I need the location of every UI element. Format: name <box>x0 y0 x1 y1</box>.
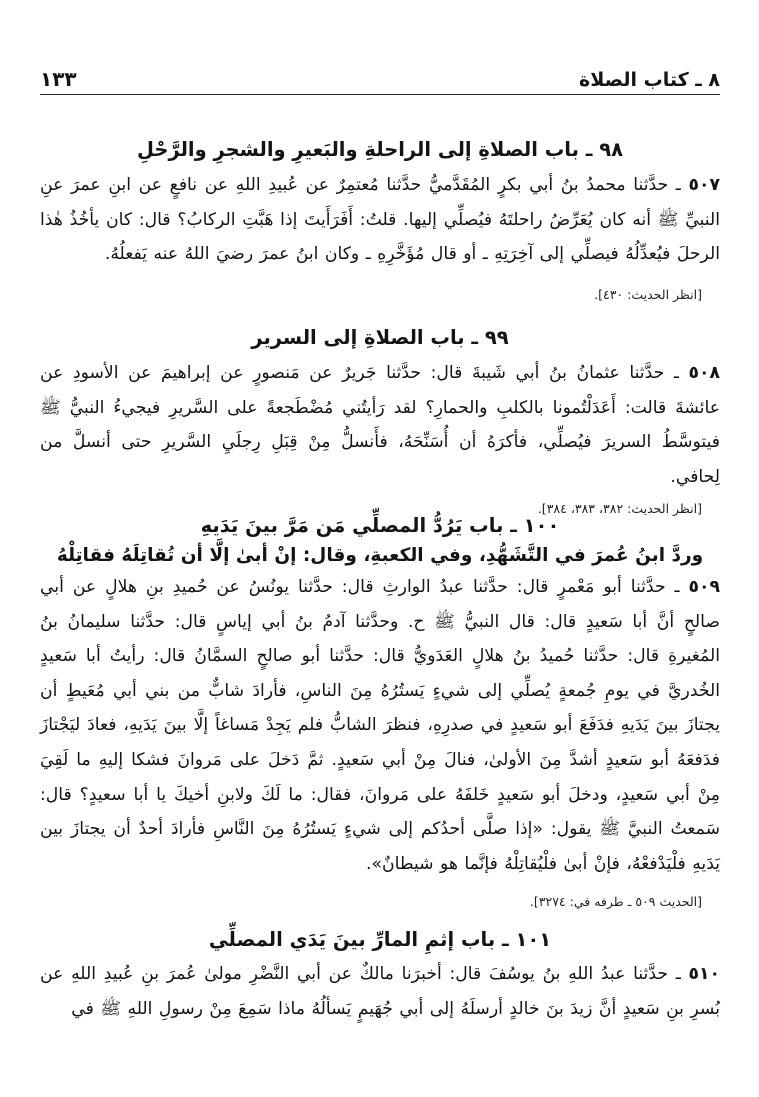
section-heading: ١٠١ ـ باب إثمِ المارِّ بينَ يَدَي المصلِّي <box>208 928 552 951</box>
hadith-508 <box>40 356 720 494</box>
reference-line <box>40 284 720 305</box>
reference-line <box>40 891 720 912</box>
hadith-text: ـ حدَّثنا محمدُ بنُ أبي بكرٍ المُقَدَّميُّ حدَّثنا مُعتمِرٌ عن عُبيدِ اللهِ عن نافعٍ عن ابنِ عمرَ عنِ النبيِّ ﷺ أنه كان يُعَرِّضُ راحلتَهُ فيُصلِّي إليها. قلتُ: أَفَرَأَيتَ إذا هَبَّتِ الركابُ؟ قال: كان يأخُذُ هٰذا الرحلَ فيُعدِّلُهُ فيصلِّي إلى آخِرَتِهِ ـ أو قال مُؤَخَّرِهِ ـ وكان ابنُ عمرَ رضيَ اللهُ عنه يَفعلُهُ. <box>40 175 720 265</box>
hadith-510 <box>40 957 720 1026</box>
hadith-number: ٥٠٨ <box>688 363 720 383</box>
hadith-text: ـ حدَّثنا أبو مَعْمرٍ قال: حدَّثنا عبدُ الوارثِ قال: حدَّثنا يونُسُ عن حُميدِ بنِ هلالٍ عن أبي صالحٍ أنَّ أبا سَعيدٍ قال: قال النبيُّ ﷺ ح. وحدَّثنا آدمُ بنُ أبي إياسٍ قال: حدَّثنا سليمانُ بنُ المُغيرةِ قال: حدَّثنا حُميدُ بنُ هلالٍ العَدَويُّ قال: حدَّثنا أبو صالحٍ السمَّانُ قال: رأيتُ أبا سَعيدٍ الخُدريَّ في يومِ جُمعةٍ يُصلِّي إلى شيءٍ يَستُرُهُ مِنَ الناسِ، فأرادَ شابٌّ من بني أبي مُعَيطٍ أن يجتازَ بينَ يَدَيهِ فدَفَعَ أبو سَعيدٍ في صدرِهِ، فنظرَ الشابُّ فلم يَجِدْ مَساغاً إلَّا بينَ يَدَيهِ، فعادَ ليَجْتازَ فدَفعَهُ أبو سَعيدٍ أشدَّ مِنَ الأولىٰ، فنالَ مِنْ أبي سَعيدٍ. ثمَّ دَخلَ على مَروانَ فشكا إليهِ ما لَقِيَ مِنْ أبي سَعيدٍ، ودخلَ أبو سَعيدٍ خَلفَهُ على مَروانَ، فقال: ما لَكَ ولابنِ أخيكَ يا أبا سعيدٍ؟ قال: سَمعتُ النبيَّ ﷺ يقول: «إذا صلَّى أحدُكم إلى شيءٍ يَستُرُهُ مِنَ النَّاسِ فأرادَ أحدٌ أن يجتازَ بين يَدَيهِ فلْيَدْفعْهُ، فإنْ أبىٰ فلْيُقاتِلْهُ فإنَّما هو شيطانٌ». <box>40 577 720 874</box>
section-98 <box>40 138 720 305</box>
hadith-507 <box>40 168 720 272</box>
section-subheading: وردَّ ابنُ عُمرَ في التَّشَهُّدِ، وفي الكعبةِ، وقال: إنْ أبىٰ إلَّا أن تُقاتِلَهُ فقاتِلْهُ <box>56 545 704 566</box>
hadith-number: ٥٠٩ <box>688 577 720 597</box>
hadith-reference: [انظر الحديث: ٤٣٠]. <box>594 286 702 302</box>
hadith-reference: [انظر الحديث: ٣٨٢، ٣٨٣، ٣٨٤]. <box>537 501 702 517</box>
section-heading: ٩٩ ـ باب الصلاةِ إلى السرير <box>251 326 509 349</box>
hadith-number: ٥١٠ <box>688 964 721 984</box>
section-heading: ١٠٠ ـ باب يَرُدُّ المصلِّي مَن مَرَّ بينَ يَدَيهِ <box>200 514 560 537</box>
book-page <box>40 58 720 1058</box>
hadith-text: ـ حدَّثنا عثمانُ بنُ أبي شَيبةَ قال: حدَّثنا جَريرٌ عن مَنصورٍ عن إبراهيمَ عن الأسودِ عن عائشةَ قالت: أَعَدَلْتُمونا بالكلبِ والحمارِ؟ لقد رَأيتُني مُضْطَجعةً على السَّريرِ فيجيءُ النبيُّ ﷺ فيتوسَّطُ السريرَ فيُصلِّي، فأكرَهُ أن أُسَنِّحَهُ، فأَنسلُّ مِنْ قِبَلِ رِجلَيِ السَّريرِ حتى أنسلَّ من لِحافي. <box>40 363 720 487</box>
section-99 <box>40 326 720 519</box>
running-head <box>40 58 720 95</box>
hadith-reference: [الحديث ٥٠٩ ـ طرفه في: ٣٢٧٤]. <box>529 894 702 910</box>
page-number: ١٣٣ <box>40 67 77 91</box>
hadith-text: ـ حدَّثنا عبدُ اللهِ بنُ يوسُفَ قال: أخبرَنا مالكٌ عن أبي النَّضْرِ مولىٰ عُمرَ بنِ عُبيدِ اللهِ عن بُسرِ بنِ سَعيدٍ أنَّ زيدَ بنَ خالدٍ أرسلَهُ إلى أبي جُهَيمٍ يَسألُهُ ماذا سَمِعَ مِنْ رسولِ اللهِ ﷺ في <box>40 964 720 1019</box>
section-101 <box>40 928 720 1026</box>
hadith-509 <box>40 570 720 881</box>
chapter-title: ٨ ـ كتاب الصلاة <box>579 69 720 91</box>
section-100 <box>40 514 720 912</box>
hadith-number: ٥٠٧ <box>688 175 720 195</box>
section-heading: ٩٨ ـ باب الصلاةِ إلى الراحلةِ والبَعيرِ والشجرِ والرَّحْلِ <box>136 138 623 161</box>
